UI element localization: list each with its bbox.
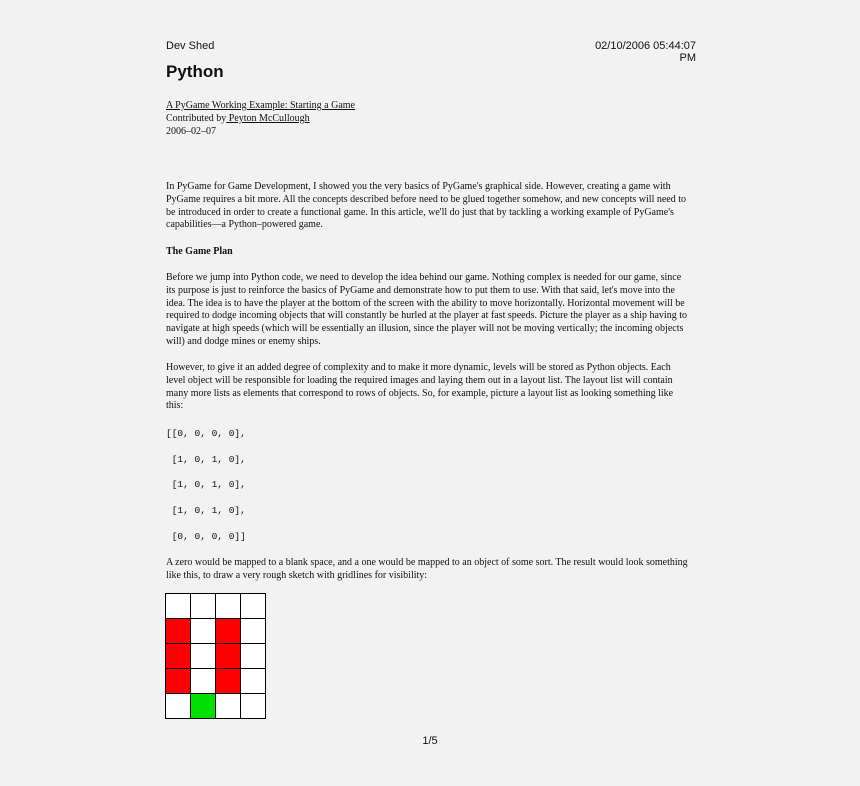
grid-cell [166, 669, 191, 694]
intro-paragraph: In PyGame for Game Development, I showed you the very basics of PyGame's graphical side. However, creating a game with PyGame requires a bit more. All the concepts described before need to be glued together somehow, and new concepts will need to be introduced in order to create a functional game. In this article, we'll do just that by tackling a working example of PyGame's capabilities—a Python–powered game. [166, 181, 687, 231]
header-site-name: Dev Shed [166, 40, 215, 52]
grid-cell [191, 669, 216, 694]
mapping-paragraph: A zero would be mapped to a blank space, and a one would be mapped to an object of some sort. The result would look something like this, to draw a very rough sketch with gridlines for visibility: [166, 557, 688, 581]
grid-cell [216, 594, 241, 619]
contributed-by-line [166, 112, 355, 125]
page-title: Python [166, 62, 224, 81]
article-date: 2006–02–07 [166, 126, 216, 137]
contributed-by-label: Contributed by [166, 113, 227, 124]
author-link[interactable]: Peyton McCullough [226, 113, 310, 124]
grid-cell [241, 694, 266, 719]
grid-cell [241, 644, 266, 669]
grid-cell [166, 594, 191, 619]
levels-paragraph: However, to give it an added degree of complexity and to make it more dynamic, levels will be stored as Python objects. Each level object will be responsible for loading the required images and laying them out in a layout list. The layout list will contain many more lists as elements that correspond to rows of objects. So, for example, picture a layout list as looking something like this: [166, 362, 674, 412]
grid-cell [241, 619, 266, 644]
code-line: [[0, 0, 0, 0], [166, 428, 246, 439]
grid-cell [166, 694, 191, 719]
section-heading: The Game Plan [166, 246, 233, 257]
code-line: [1, 0, 1, 0], [166, 479, 246, 490]
code-line: [1, 0, 1, 0], [166, 505, 246, 516]
grid-cell [216, 619, 241, 644]
article-meta [166, 99, 355, 138]
grid-cell [241, 594, 266, 619]
grid-cell [216, 694, 241, 719]
code-line: [1, 0, 1, 0], [166, 454, 246, 465]
grid-cell [216, 644, 241, 669]
grid-cell [191, 619, 216, 644]
grid-cell [191, 594, 216, 619]
level-grid-sketch [165, 593, 266, 719]
grid-cell [191, 644, 216, 669]
code-line: [0, 0, 0, 0]] [166, 531, 246, 542]
header-datetime: 02/10/2006 05:44:07 PM [595, 40, 696, 64]
grid-cell [191, 694, 216, 719]
grid-cell [166, 619, 191, 644]
grid-cell [216, 669, 241, 694]
article-title-link[interactable]: A PyGame Working Example: Starting a Game [166, 100, 355, 111]
game-plan-paragraph: Before we jump into Python code, we need to develop the idea behind our game. Nothing complex is needed for our game, since its purpose is just to reinforce the basics of PyGame and demonstrate how to put them to use. With that said, let's move into the idea. The idea is to have the player at the bottom of the screen with the ability to move horizontally. Horizontal movement will be required to dodge incoming objects that will constantly be hurled at the player at fast speeds. Picture the player as a ship having to navigate at high speeds (which will be essentially an illusion, since the player will not be moving vertically; the incoming objects will) and dodge mines or enemy ships. [166, 272, 687, 347]
grid-cell [166, 644, 191, 669]
grid-cell [241, 669, 266, 694]
page-number: 1/5 [422, 735, 438, 747]
